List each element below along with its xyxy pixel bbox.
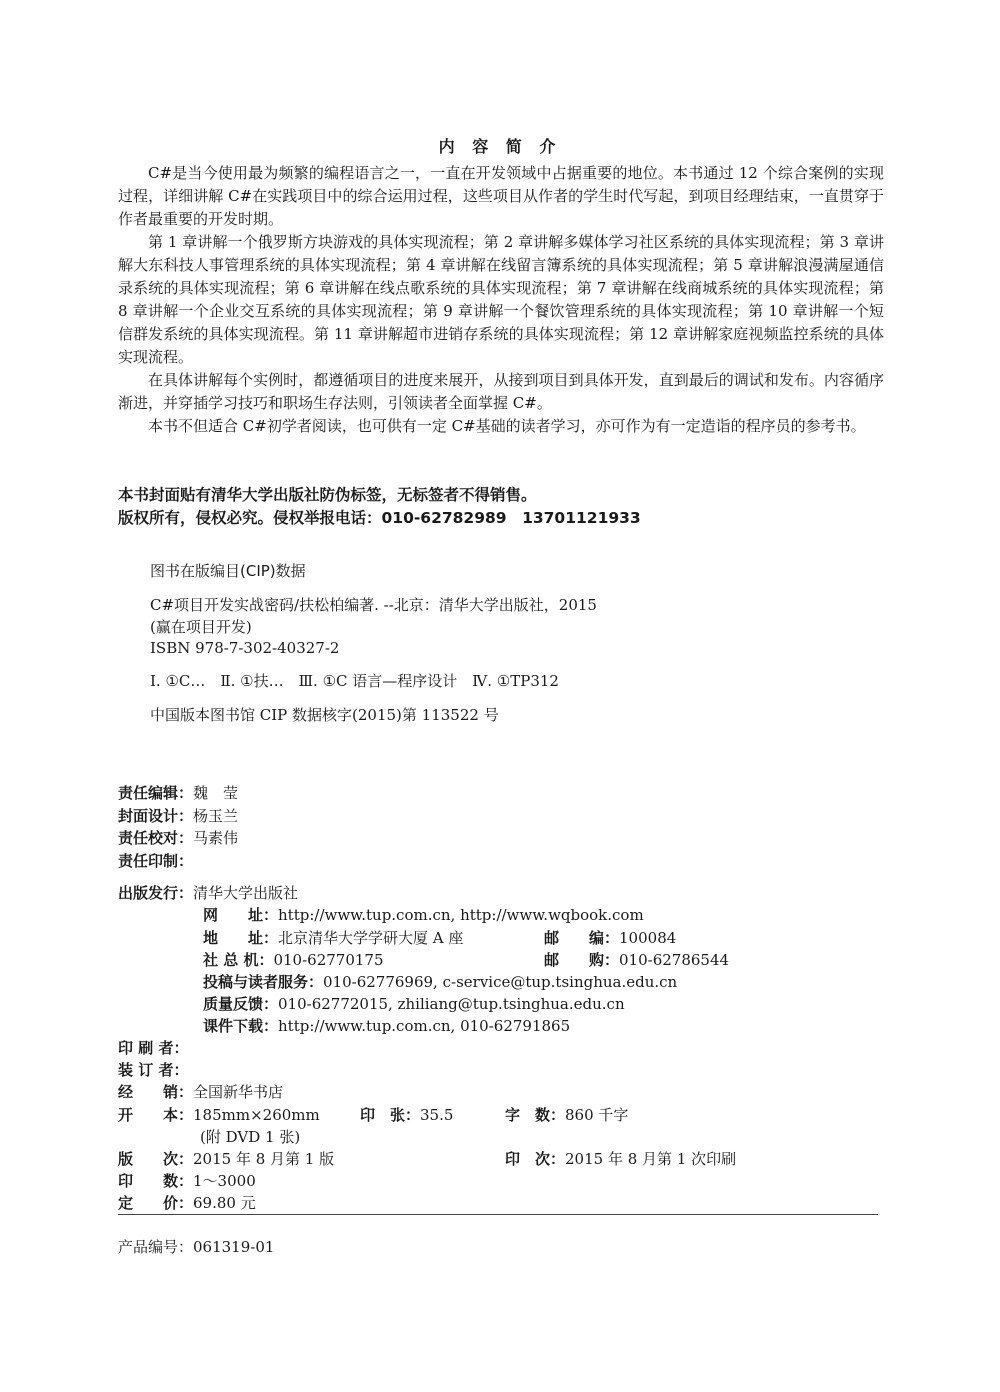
- publisher-submission: 投稿与读者服务：010-62776969, c-service@tup.tsinghua.edu.cn: [203, 973, 678, 991]
- cip-record-number: 中国版本图书馆 CIP 数据核字(2015)第 113522 号: [150, 706, 499, 724]
- credit-print-supervisor: 责任印制：: [118, 852, 194, 870]
- publisher-website: 网 址：http://www.tup.com.cn, http://www.wqbook.com: [203, 906, 644, 924]
- production-binder: 装 订 者：: [118, 1061, 189, 1079]
- publisher-switchboard: 社 总 机：010-62770175: [203, 951, 384, 969]
- cip-classification: Ⅰ. ①C… Ⅱ. ①扶… Ⅲ. ①C 语言—程序设计 Ⅳ. ①TP312: [150, 672, 559, 690]
- production-copies: 印 数：1～3000: [118, 1172, 256, 1190]
- intro-paragraph: 在具体讲解每个实例时，都遵循项目的进度来展开，从接到项目到具体开发，直到最后的调试和发布。内容循序渐进，并穿插学习技巧和职场生存法则，引领读者全面掌握 C#。: [118, 371, 884, 412]
- piracy-report-notice: 版权所有，侵权必究。侵权举报电话：010-62782989 13701121933: [118, 509, 641, 527]
- credit-cover-design: 封面设计：杨玉兰: [118, 807, 239, 825]
- publisher-address: 地 址：北京清华大学学研大厦 A 座: [203, 929, 464, 947]
- production-sheets: 印 张：35.5: [360, 1106, 454, 1124]
- credit-editor: 责任编辑：魏 莹: [118, 784, 239, 802]
- product-code: 产品编号：061319-01: [118, 1238, 275, 1256]
- publisher-download: 课件下载：http://www.tup.com.cn, 010-62791865: [203, 1017, 571, 1035]
- production-word-count: 字 数：860 千字: [505, 1106, 629, 1124]
- intro-section: [118, 162, 884, 438]
- intro-paragraph: 第 1 章讲解一个俄罗斯方块游戏的具体实现流程；第 2 章讲解多媒体学习社区系统的具体实现流程；第 3 章讲解大东科技人事管理系统的具体实现流程；第 4 章讲解在线留言簿系统的具体实现流程；第 5 章讲解浪漫满屋通信录系统的具体实现流程；第 6 章讲解在线点歌系统的具体实现流程；第 7 章讲解在线商城系统的具体实现流程；第 8 章讲解一个企业交互系统的具体实现流程；第 9 章讲解一个餐饮管理系统的具体实现流程；第 10 章讲解一个短信群发系统的具体实现流程。第 11 章讲解超市进销存系统的具体实现流程；第 12 章讲解家庭视频监控系统的具体实现流程。: [118, 233, 884, 366]
- production-price: 定 价：69.80 元: [118, 1194, 256, 1212]
- anti-counterfeit-notice: 本书封面贴有清华大学出版社防伪标签，无标签者不得销售。: [118, 486, 537, 504]
- intro-paragraph: 本书不但适合 C#初学者阅读，也可供有一定 C#基础的读者学习，亦可作为有一定造诣的程序员的参考书。: [148, 417, 866, 435]
- production-edition: 版 次：2015 年 8 月第 1 版: [118, 1150, 335, 1168]
- intro-paragraph: C#是当今使用最为频繁的编程语言之一，一直在开发领域中占据重要的地位。本书通过 12 个综合案例的实现过程，详细讲解 C#在实践项目中的综合运用过程，这些项目从作者的学生时代写起，到项目经理结束，一直贯穿于作者最重要的开发时期。: [118, 164, 884, 228]
- production-format: 开 本：185mm×260mm: [118, 1106, 320, 1124]
- cip-line: (赢在项目开发): [150, 618, 252, 636]
- production-distributor: 经 销：全国新华书店: [118, 1083, 284, 1101]
- production-printing: 印 次：2015 年 8 月第 1 次印刷: [505, 1150, 737, 1168]
- production-printer: 印 刷 者：: [118, 1039, 189, 1057]
- publisher-quality: 质量反馈：010-62772015, zhiliang@tup.tsinghua.edu.cn: [203, 995, 625, 1013]
- page-title: 内 容 简 介: [438, 137, 562, 156]
- publisher-mail-order: 邮 购：010-62786544: [544, 951, 730, 969]
- cip-heading: 图书在版编目(CIP)数据: [150, 562, 306, 580]
- divider: [118, 1214, 878, 1215]
- copyright-notice: [118, 484, 641, 530]
- publisher-name: 出版发行：清华大学出版社: [118, 884, 299, 902]
- cip-line: C#项目开发实战密码/扶松柏编著. --北京：清华大学出版社，2015: [150, 596, 597, 614]
- publisher-zip: 邮 编：100084: [544, 929, 677, 947]
- cip-isbn: ISBN 978-7-302-40327-2: [150, 639, 340, 657]
- credit-proofreader: 责任校对：马素伟: [118, 829, 239, 847]
- production-attachment: (附 DVD 1 张): [200, 1128, 301, 1146]
